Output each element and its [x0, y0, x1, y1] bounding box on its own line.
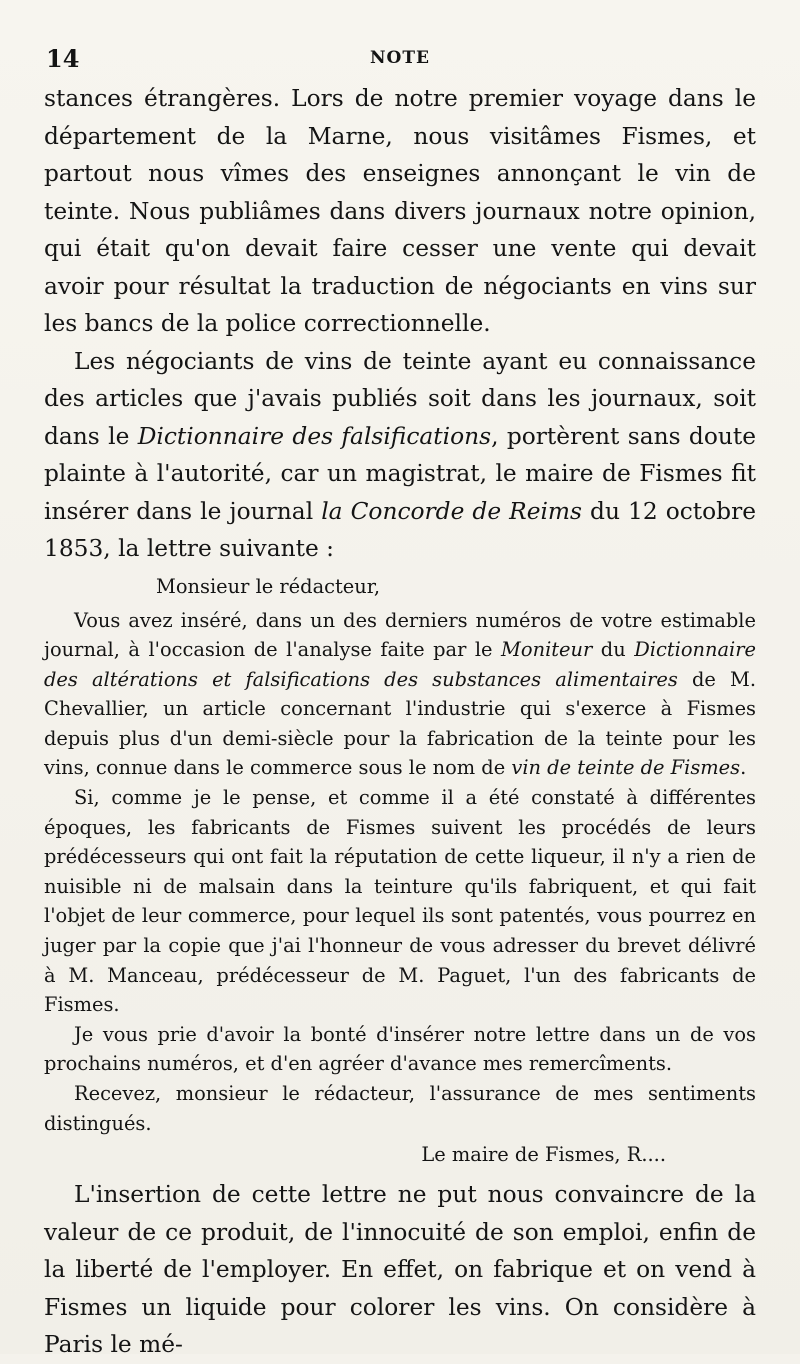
running-title: NOTE — [370, 48, 430, 68]
paragraph-3: L'insertion de cette lettre ne put nous convaincre de la valeur de ce produit, de l'innocuité de son emploi, enfin de la liberté de l'employer. En effet, on fabrique et on vend à Fismes un liquide pour colorer les vins. On considère à Paris le mé- — [44, 1181, 756, 1359]
running-head — [44, 40, 756, 74]
letter-paragraph-1 — [44, 606, 756, 784]
letter-p1-text-g: . — [740, 756, 747, 780]
paragraph-2 — [44, 343, 756, 568]
paragraph-2-text-c: , portèrent sans doute plainte à l'autorité, car un magistrat, le maire de Fismes fit insérer dans le journal — [44, 422, 756, 525]
page-number: 14 — [46, 44, 80, 73]
paragraph-1: stances étrangères. Lors de notre premier voyage dans le département de la Marne, nous visitâmes Fismes, et partout nous vîmes des enseignes annonçant le vin de teinte. Nous publiâmes dans divers journaux notre opinion, qui était qu'on devait faire cesser une vente qui devait avoir pour résultat la traduction de négociants en vins sur les bancs de la police correctionnelle. — [44, 85, 756, 337]
letter-paragraph-3: Je vous prie d'avoir la bonté d'insérer notre lettre dans un de vos prochains numéros, et d'en agréer d'avance mes remercîments. — [44, 1022, 756, 1076]
text-block — [44, 80, 756, 1364]
letter-paragraph-4: Recevez, monsieur le rédacteur, l'assurance de mes sentiments distingués. — [44, 1082, 756, 1135]
newspaper-title: la Concorde de Reims — [321, 497, 582, 525]
letter-signature: Le maire de Fismes, R.... — [421, 1143, 666, 1167]
letter-p1-text-c: du — [592, 638, 635, 662]
dictionary-full-title: Dictionnaire des altérations et falsifications des substances alimentaires — [44, 638, 756, 691]
moniteur-title: Moniteur — [501, 638, 593, 662]
dictionary-title: Dictionnaire des falsifications — [137, 422, 492, 450]
quoted-letter — [44, 572, 756, 1171]
letter-salutation: Monsieur le rédacteur, — [156, 574, 381, 598]
letter-p1-text-e: de M. Chevallier, un article concernant l'industrie qui s'exerce à Fismes depuis plus d'un demi-siècle pour la fabrication de la teinte pour les vins, connue dans le commerce sous le nom de — [44, 667, 756, 780]
paragraph-2-text-a: Les négociants de vins de teinte ayant eu connaissance des articles que j'avais publiés soit dans les journaux, soit dans le — [44, 347, 756, 450]
paragraph-2-text-e: du 12 octobre 1853, la lettre suivante : — [44, 497, 756, 562]
product-name: vin de teinte de Fismes — [511, 756, 741, 780]
letter-p1-text-a: Vous avez inséré, dans un des derniers numéros de votre estimable journal, à l'occasion de l'analyse faite par le — [44, 608, 756, 662]
letter-paragraph-2: Si, comme je le pense, et comme il a été constaté à différentes époques, les fabricants de Fismes suivent les procédés de leurs prédécesseurs qui ont fait la réputation de cette liqueur, il n'y a rien de nuisible ni de malsain dans la teinture qu'ils fabriquent, et qui fait l'objet de leur commerce, pour lequel ils sont patentés, vous pourrez en juger par la copie que j'ai l'honneur de vous adresser du brevet délivré à M. Manceau, prédécesseur de M. Paguet, l'un des fabricants de Fismes. — [44, 786, 756, 1017]
